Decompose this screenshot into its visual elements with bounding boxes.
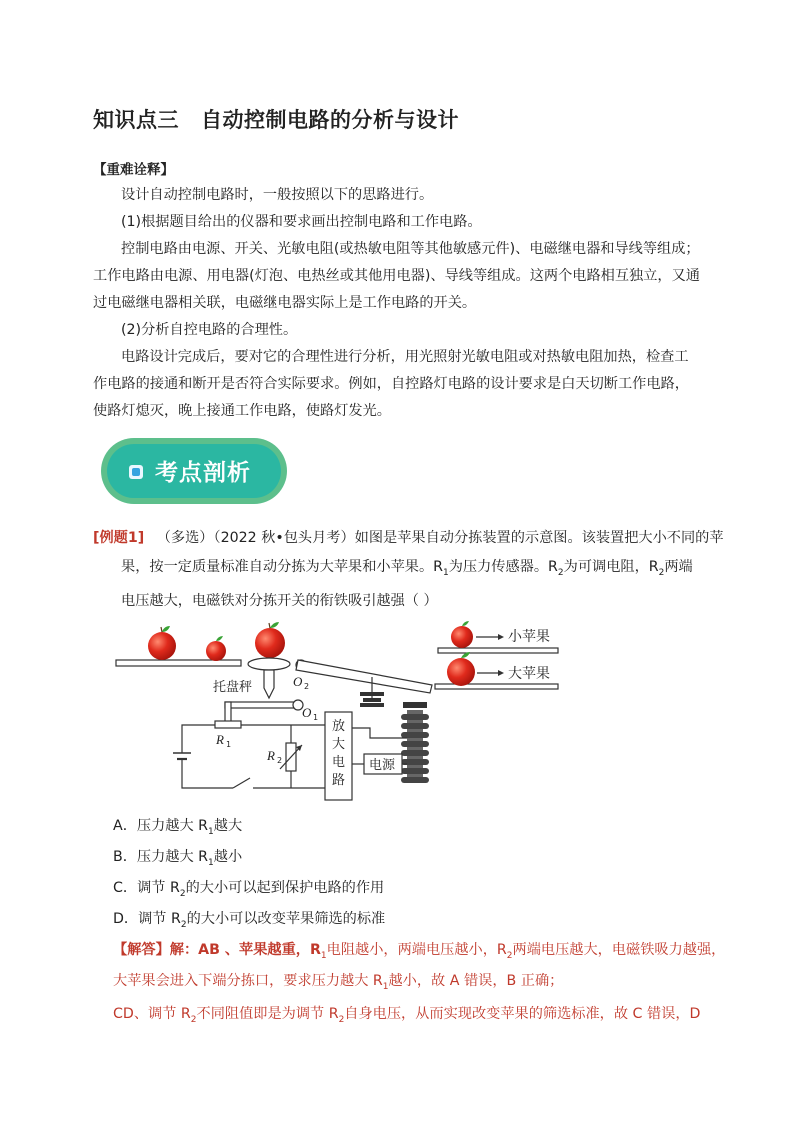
example-text: 两端 (664, 559, 693, 575)
option-text: B．压力越大 R (113, 849, 209, 865)
subscript: 2 (506, 950, 513, 961)
answer-text: 【解答】解：AB 、苹果越重，R (113, 942, 321, 958)
apple-icon (451, 621, 473, 648)
option-text: 的大小可以起到保护电路的作用 (185, 880, 385, 896)
exam-point-badge (101, 438, 287, 504)
apple-icon (447, 652, 475, 686)
electromagnet (401, 710, 429, 783)
armature (403, 702, 427, 708)
paragraph-2: (1)根据题目给出的仪器和要求画出控制电路和工作电路。 (121, 214, 482, 230)
amp-label: 路 (332, 773, 346, 788)
title-label: 知识点三 (93, 108, 179, 132)
option-text: 越小 (213, 849, 243, 865)
subscript: 1 (313, 713, 319, 722)
resistor-r1 (215, 721, 241, 728)
example-text: 果，按一定质量标准自动分拣为大苹果和小苹果。R (121, 559, 443, 575)
example-line-2 (121, 556, 693, 578)
power-label: 电源 (369, 758, 396, 773)
big-apple-label: 大苹果 (508, 666, 550, 682)
answer-text: 大苹果会进入下端分拣口，要求压力越大 R (113, 973, 383, 989)
section-title (93, 104, 459, 134)
o1-label: O (302, 705, 312, 720)
example-line-3: 电压越大，电磁铁对分拣开关的衔铁吸引越强（ ） (121, 593, 438, 609)
subscript: 2 (338, 1014, 345, 1025)
answer-line-2 (113, 966, 703, 1003)
answer-text: 电阻越小，两端电压越小，R (326, 942, 507, 958)
square-bullet-icon (129, 465, 143, 479)
apple-sorter-diagram (110, 618, 570, 803)
subscript: 1 (443, 567, 449, 578)
r2-label: R (267, 748, 275, 763)
subscript: 2 (179, 888, 186, 899)
option-b[interactable] (113, 846, 242, 868)
apple-icon (255, 622, 285, 658)
answer-text: 两端电压越大，电磁铁吸力越强， (512, 942, 726, 958)
r1-label: R (216, 732, 224, 747)
subscript: 1 (208, 857, 214, 868)
badge-label: 考点剖析 (155, 460, 251, 486)
answer-line-3 (113, 999, 703, 1036)
subscript: 1 (320, 950, 327, 961)
conveyor-plate (116, 660, 241, 666)
option-d[interactable] (113, 908, 385, 930)
subscript: 2 (277, 756, 283, 765)
example-line-1 (93, 527, 724, 547)
scale-tray (248, 658, 290, 670)
scale-label: 托盘秤 (213, 679, 253, 694)
small-apple-label: 小苹果 (508, 629, 550, 645)
option-c[interactable] (113, 877, 384, 899)
subscript: 2 (180, 919, 187, 930)
paragraph-5: 电路设计完成后，要对它的合理性进行分析，用光照射光敏电阻或对热敏电阻加热，检查工作电路的接通和断开是否符合实际要求。例如，自控路灯电路的设计要求是白天切断工作电路，使路灯熄灭，晚上接通工作电路，使路灯发光。 (93, 349, 689, 419)
answer-text: 不同阻值即是为调节 R (196, 1006, 339, 1022)
subscript: 2 (557, 567, 564, 578)
answer-text: 自身电压，从而实现改变苹果的筛选标准，故 C 错误，D (344, 1006, 701, 1022)
title-text: 自动控制电路的分析与设计 (201, 108, 459, 132)
subscript: 2 (658, 567, 665, 578)
paragraph-3: 控制电路由电源、开关、光敏电阻(或热敏电阻等其他敏感元件)、电磁继电器和导线等组成；工作电路由电源、用电器(灯泡、电热丝或其他用电器)、导线等组成。这两个电路相互独立，又通过电磁继电器相关联，电磁继电器实际上是工作电路的开关。 (93, 241, 700, 311)
subscript: 1 (208, 826, 214, 837)
o2-label: O (293, 674, 303, 689)
key-points-header: 【重难诠释】 (93, 162, 174, 178)
switch (233, 778, 250, 788)
option-text: D．调节 R (113, 911, 181, 927)
amp-label: 电 (332, 755, 346, 770)
example-text: 为可调电阻，R (563, 559, 659, 575)
subscript: 2 (304, 682, 310, 691)
option-text: A．压力越大 R (113, 818, 209, 834)
paragraph-1: 设计自动控制电路时，一般按照以下的思路进行。 (121, 187, 434, 203)
option-text: 的大小可以改变苹果筛选的标准 (186, 911, 386, 927)
paragraph-4: (2)分析自控电路的合理性。 (121, 322, 298, 338)
option-a[interactable] (113, 815, 242, 837)
example-text: 为压力传感器。R (448, 559, 558, 575)
subscript: 1 (382, 981, 389, 992)
answer-text: 越小，故 A 错误，B 正确； (388, 973, 564, 989)
example-tag: [例题1] (93, 530, 145, 546)
option-text: 越大 (213, 818, 243, 834)
apple-icon (206, 636, 226, 661)
answer-text: CD、调节 R (113, 1006, 191, 1022)
subscript: 2 (190, 1014, 197, 1025)
subscript: 1 (226, 740, 232, 749)
amp-label: 放 (332, 719, 346, 734)
example-text: （多选）（2022 秋•包头月考）如图是苹果自动分拣装置的示意图。该装置把大小不同的苹 (156, 530, 724, 546)
option-text: C．调节 R (113, 880, 180, 896)
amp-label: 大 (332, 737, 346, 752)
apple-icon (148, 626, 176, 660)
sorting-lever (296, 660, 432, 693)
